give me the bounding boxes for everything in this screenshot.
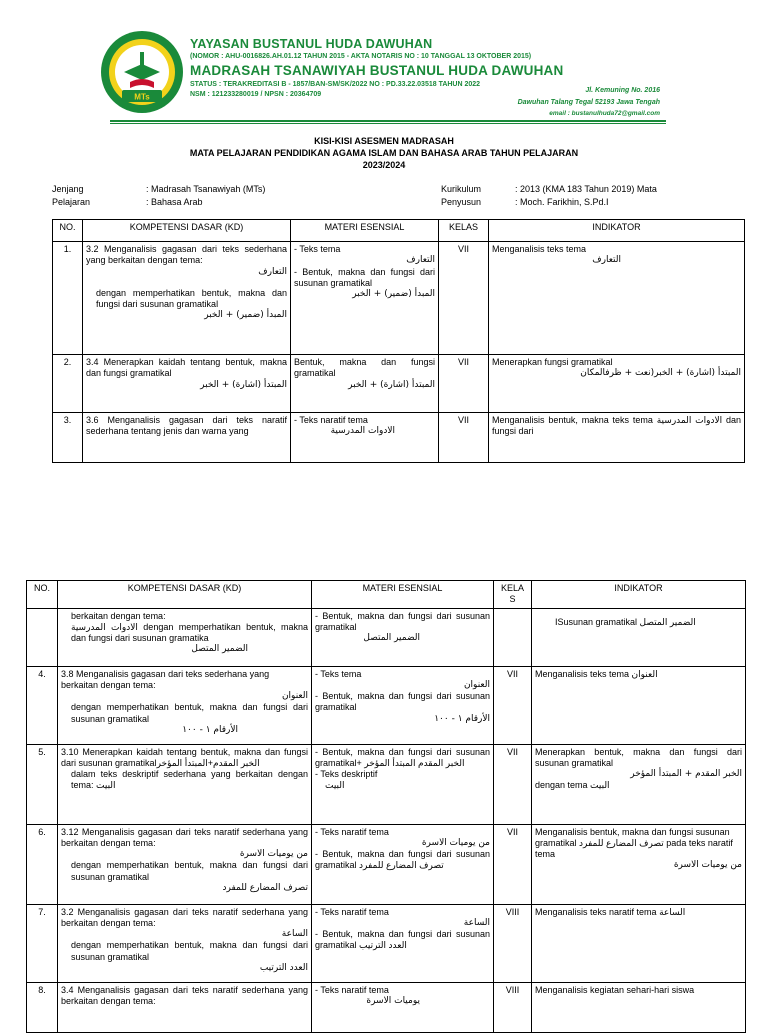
materi-text-2: - Bentuk, makna dan fungsi dari susunan gramatikal bbox=[315, 691, 490, 713]
kelas-cell: VII bbox=[494, 666, 532, 744]
kd-cell bbox=[58, 666, 312, 744]
kd-cell: 3.4 Menganalisis gagasan dari teks naratif sederhana yang berkaitan dengan tema: bbox=[58, 982, 312, 1032]
materi-cell bbox=[291, 242, 439, 355]
row-no: 7. bbox=[27, 904, 58, 982]
materi-arabic: يوميات الاسرة bbox=[366, 995, 420, 1006]
materi-text: - Teks tema bbox=[315, 668, 362, 679]
table-row bbox=[53, 413, 745, 463]
header-no: NO. bbox=[53, 220, 83, 242]
header-kelas: KELA S bbox=[494, 581, 532, 609]
kurikulum-label: Kurikulum bbox=[441, 184, 482, 194]
kd-arabic-2: الأرقام ١ - ١٠٠ bbox=[182, 724, 238, 735]
materi-text: - Bentuk, makna dan fungsi dari susunan gramatikal bbox=[315, 610, 490, 632]
indikator-cell bbox=[532, 744, 746, 824]
kelas-cell: VII bbox=[439, 355, 489, 413]
table-row bbox=[27, 608, 746, 666]
pelajaran-label: Pelajaran bbox=[52, 197, 91, 207]
jenjang-label: Jenjang bbox=[52, 184, 84, 194]
nsm-npsn: NSM : 121233280019 / NPSN : 20364709 bbox=[190, 91, 322, 98]
foundation-name: YAYASAN BUSTANUL HUDA DAWUHAN bbox=[190, 37, 433, 51]
row-no: 1. bbox=[53, 242, 83, 355]
kurikulum-value: : 2013 (KMA 183 Tahun 2019) Mata bbox=[515, 184, 657, 194]
row-no: 4. bbox=[27, 666, 58, 744]
table-header-row bbox=[27, 581, 746, 609]
table-row bbox=[27, 904, 746, 982]
doc-title-line1: KISI-KISI ASESMEN MADRASAH bbox=[314, 136, 454, 146]
row-no: 3. bbox=[53, 413, 83, 463]
kd-arabic: الضمير المتصل bbox=[191, 644, 248, 655]
kd-arabic: المبتدأ (اشارة) + الخبر bbox=[200, 379, 287, 390]
materi-cell bbox=[312, 982, 494, 1032]
indikator-cell bbox=[489, 355, 745, 413]
materi-text: - Teks naratif tema bbox=[315, 984, 389, 995]
table-row bbox=[27, 744, 746, 824]
accreditation-status: STATUS : TERAKREDITASI B - 1857/BAN-SM/SK/2022 NO : PD.33.22.03518 TAHUN 2022 bbox=[190, 81, 481, 88]
address-street: Jl. Kemuning No. 2016 bbox=[585, 87, 660, 94]
indikator-arabic: التعارف bbox=[592, 255, 621, 266]
materi-text-2: - Teks deskriptif bbox=[315, 769, 378, 779]
penyusun-value: : Moch. Farikhin, S.Pd.I bbox=[515, 197, 609, 207]
indikator-cell: Menganalisis bentuk, makna teks tema الادوات المدرسية dan fungsi dari bbox=[489, 413, 745, 463]
materi-text-2: - Bentuk, makna dan fungsi dari susunan gramatikal العدد الترتيب bbox=[315, 929, 490, 951]
indikator-text: Menerapkan fungsi gramatikal bbox=[492, 357, 613, 367]
kd-text-2: dalam teks deskriptif sederhana yang berkaitan dengan tema: البيت bbox=[71, 769, 308, 791]
kd-cell bbox=[58, 904, 312, 982]
table-row bbox=[27, 666, 746, 744]
materi-text: - Teks tema bbox=[294, 244, 341, 254]
table-row bbox=[53, 242, 745, 355]
kd-arabic-2: تصرف المضارع للمفرد bbox=[222, 882, 308, 893]
kisi-table-page2 bbox=[26, 580, 746, 1033]
school-name: MADRASAH TSANAWIYAH BUSTANUL HUDA DAWUHAN bbox=[190, 63, 564, 78]
indikator-arabic: المبتدأ (اشارة) + الخبر(نعت + ظرفالمكان bbox=[580, 368, 741, 379]
row-no: 8. bbox=[27, 982, 58, 1032]
materi-cell bbox=[312, 824, 494, 904]
header-kd: KOMPETENSI DASAR (KD) bbox=[83, 220, 291, 242]
indikator-cell: Menganalisis teks naratif tema الساعة bbox=[532, 904, 746, 982]
header-kd: KOMPETENSI DASAR (KD) bbox=[58, 581, 312, 609]
materi-text: - Teks naratif tema bbox=[294, 415, 368, 425]
indikator-cell bbox=[532, 608, 746, 666]
address-city: Dawuhan Talang Tegal 52193 Jawa Tengah bbox=[517, 99, 660, 106]
kd-text: 3.12 Menganalisis gagasan dari teks naratif sederhana yang berkaitan dengan tema: bbox=[61, 826, 308, 848]
kd-text-2: dengan memperhatikan bentuk, makna dan fungsi dari susunan gramatikal bbox=[71, 702, 308, 724]
kd-text: 3.10 Menerapkan kaidah tentang bentuk, makna dan fungsi dari susunan gramatikalالخبر المقدم+المبتدأ المؤخر bbox=[61, 746, 308, 768]
materi-text-2: - Bentuk, makna dan fungsi dari susunan gramatikal bbox=[294, 266, 435, 288]
indikator-text: Menganalisis teks tema bbox=[492, 244, 587, 254]
kelas-cell: VII bbox=[494, 824, 532, 904]
kd-text: 3.8 Menganalisis gagasan dari teks sederhana yang berkaitan dengan tema: bbox=[61, 668, 270, 690]
kd-arabic: من يوميات الاسرة bbox=[239, 849, 308, 859]
letterhead-divider-thin bbox=[110, 123, 666, 124]
indikator-text-2: dengan tema البيت bbox=[535, 780, 610, 791]
kelas-cell: VIII bbox=[494, 904, 532, 982]
kd-arabic: العنوان bbox=[281, 691, 308, 701]
kd-cell: 3.6 Menganalisis gagasan dari teks naratif sederhana tentang jenis dan warna yang bbox=[83, 413, 291, 463]
kd-text-2: الادوات المدرسية dengan memperhatikan bentuk, makna dan fungsi dari susunan gramatika bbox=[71, 621, 308, 643]
kd-cell bbox=[83, 242, 291, 355]
school-email: email : bustanulhuda72@gmail.com bbox=[549, 110, 660, 117]
row-no bbox=[27, 608, 58, 666]
kelas-cell bbox=[494, 608, 532, 666]
materi-arabic: العنوان bbox=[463, 679, 490, 690]
header-kelas: KELAS bbox=[439, 220, 489, 242]
materi-arabic: من يوميات الاسرة bbox=[421, 837, 490, 848]
materi-text: - Bentuk, makna dan fungsi dari susunan gramatikal+ الخبر المقدم المبتدأ المؤخر bbox=[315, 746, 490, 768]
table-row bbox=[27, 982, 746, 1032]
kd-text-2: dengan memperhatikan bentuk, makna dan fungsi dari susunan gramatikal bbox=[96, 287, 287, 309]
header-materi: MATERI ESENSIAL bbox=[291, 220, 439, 242]
materi-text: Bentuk, makna dan fungsi gramatikal bbox=[294, 357, 435, 379]
table-header-row bbox=[53, 220, 745, 242]
kelas-cell: VII bbox=[439, 242, 489, 355]
foundation-registration: (NOMOR : AHU-0016826.AH.01.12 TAHUN 2015 - AKTA NOTARIS NO : 10 TANGGAL 13 OKTOBER 2015) bbox=[190, 53, 532, 60]
materi-text: - Teks naratif tema bbox=[315, 906, 389, 917]
kd-text-2: dengan memperhatikan bentuk, makna dan fungsi dari susunan gramatikal bbox=[71, 860, 308, 882]
doc-title-line2: MATA PELAJARAN PENDIDIKAN AGAMA ISLAM DAN BAHASA ARAB TAHUN PELAJARAN bbox=[189, 148, 579, 158]
row-no: 6. bbox=[27, 824, 58, 904]
header-indikator: INDIKATOR bbox=[532, 581, 746, 609]
materi-arabic: المبتدأ (اشارة) + الخبر bbox=[348, 379, 435, 390]
indikator-cell bbox=[532, 824, 746, 904]
materi-arabic: البيت bbox=[325, 780, 345, 791]
materi-text: - Teks naratif tema bbox=[315, 826, 389, 837]
indikator-arabic: الخبر المقدم + المبتدأ المؤخر bbox=[630, 769, 742, 779]
kelas-cell: VII bbox=[439, 413, 489, 463]
materi-arabic: التعارف bbox=[406, 255, 435, 266]
kd-arabic: التعارف bbox=[258, 266, 287, 277]
pelajaran-value: : Bahasa Arab bbox=[146, 197, 203, 207]
materi-cell bbox=[312, 744, 494, 824]
penyusun-label: Penyusun bbox=[441, 197, 482, 207]
indikator-text: ISusunan gramatikal الضمير المتصل bbox=[555, 616, 696, 627]
indikator-text: Menganalisis bentuk, makna dan fungsi susunan gramatikal تصرف المضارع للمفرد pada teks naratif tema bbox=[535, 826, 733, 859]
madrasah-logo bbox=[100, 30, 184, 114]
indikator-cell: Menganalisis kegiatan sehari-hari siswa bbox=[532, 982, 746, 1032]
kd-cell bbox=[83, 355, 291, 413]
kd-text: 3.2 Menganalisis gagasan dari teks naratif sederhana yang berkaitan dengan tema: bbox=[61, 906, 308, 928]
header-no: NO. bbox=[27, 581, 58, 609]
materi-arabic: الساعة bbox=[463, 917, 490, 928]
materi-cell bbox=[291, 355, 439, 413]
indikator-arabic: من يوميات الاسرة bbox=[673, 860, 742, 871]
jenjang-value: : Madrasah Tsanawiyah (MTs) bbox=[146, 184, 266, 194]
kd-text: 3.4 Menerapkan kaidah tentang bentuk, makna dan fungsi gramatikal bbox=[86, 357, 287, 379]
indikator-text: Menerapkan bentuk, makna dan fungsi dari susunan gramatikal bbox=[535, 746, 742, 768]
materi-text-2: - Bentuk, makna dan fungsi dari susunan gramatikal تصرف المضارع للمفرد bbox=[315, 849, 490, 871]
materi-arabic: الادوات المدرسية bbox=[330, 426, 395, 437]
row-no: 2. bbox=[53, 355, 83, 413]
kelas-cell: VIII bbox=[494, 982, 532, 1032]
materi-cell bbox=[291, 413, 439, 463]
materi-arabic: الضمير المتصل bbox=[363, 633, 420, 643]
kd-cell bbox=[58, 744, 312, 824]
kd-arabic: الساعة bbox=[281, 929, 308, 939]
materi-arabic-2: الأرقام ١ - ١٠٠ bbox=[434, 713, 490, 724]
kd-text: 3.2 Menganalisis gagasan dari teks sederhana yang berkaitan dengan tema: bbox=[86, 244, 287, 266]
table-row bbox=[53, 355, 745, 413]
kd-arabic-2: العدد الترتيب bbox=[259, 962, 308, 973]
doc-title-line3: 2023/2024 bbox=[362, 160, 406, 170]
materi-cell bbox=[312, 608, 494, 666]
kd-arabic-2: المبدأ (ضمير) + الخبر bbox=[204, 310, 287, 321]
kd-text-2: dengan memperhatikan bentuk, makna dan fungsi dari susunan gramatikal bbox=[71, 940, 308, 962]
kd-cell bbox=[58, 824, 312, 904]
header-materi: MATERI ESENSIAL bbox=[312, 581, 494, 609]
kisi-table-page1 bbox=[52, 219, 745, 463]
materi-cell bbox=[312, 904, 494, 982]
kelas-cell: VII bbox=[494, 744, 532, 824]
table-row bbox=[27, 824, 746, 904]
materi-arabic-2: المبدأ (ضمير) + الخبر bbox=[352, 289, 435, 299]
materi-cell bbox=[312, 666, 494, 744]
header-indikator: INDIKATOR bbox=[489, 220, 745, 242]
indikator-cell: Menganalisis teks tema العنوان bbox=[532, 666, 746, 744]
kd-cell bbox=[58, 608, 312, 666]
kd-text: berkaitan dengan tema: bbox=[71, 610, 166, 621]
indikator-cell bbox=[489, 242, 745, 355]
svg-text:MTs: MTs bbox=[134, 92, 150, 102]
row-no: 5. bbox=[27, 744, 58, 824]
letterhead-divider bbox=[110, 120, 666, 122]
